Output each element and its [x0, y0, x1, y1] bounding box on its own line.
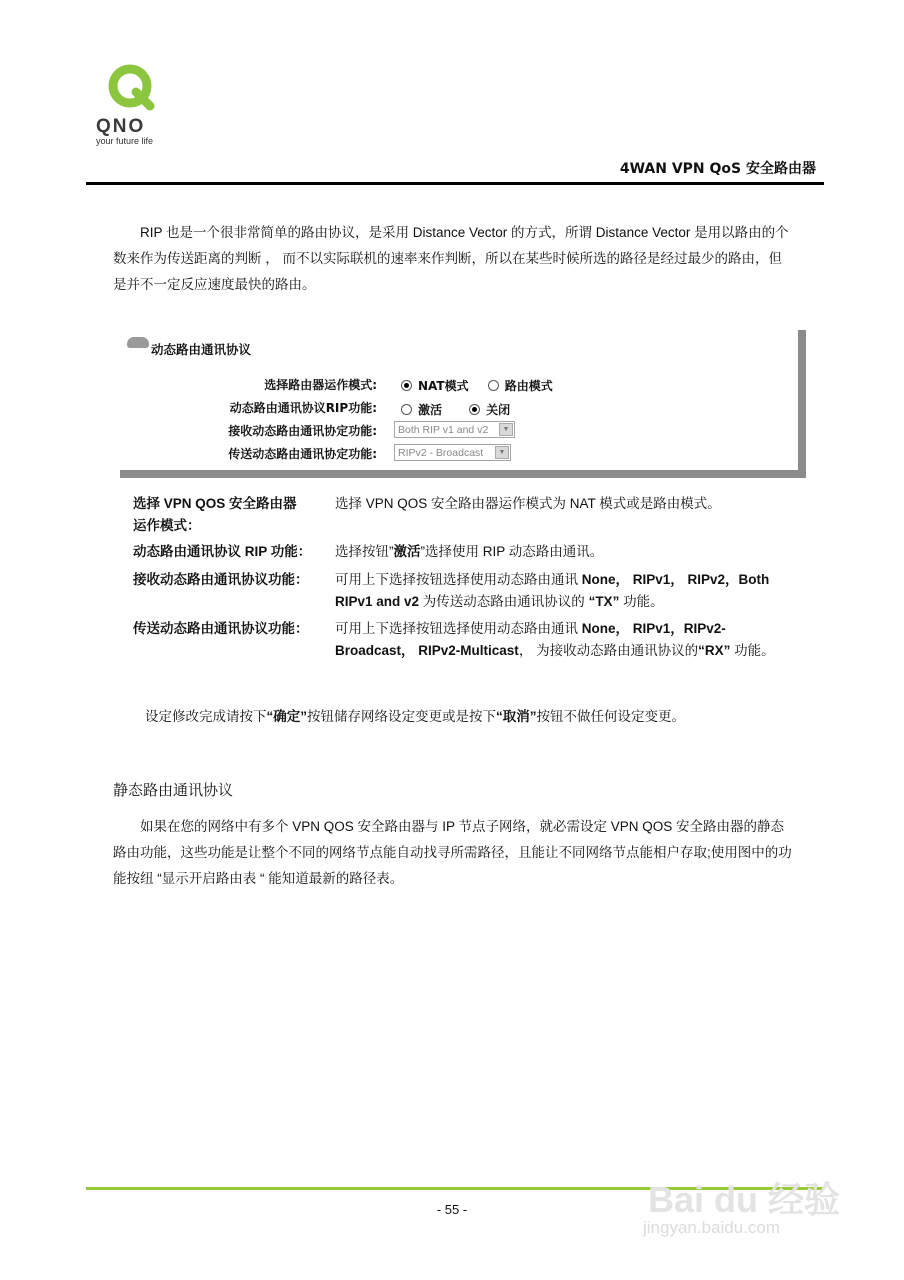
- send-protocol-label: 传送动态路由通讯协定功能:: [228, 447, 377, 461]
- send-protocol-value: RIPv2 - Broadcast: [398, 447, 484, 459]
- router-mode-option-label: 路由模式: [504, 379, 553, 393]
- term-router-mode-line2: 运作模式：: [133, 518, 201, 533]
- rip-disable-radio[interactable]: [469, 404, 480, 415]
- rip-enable-radio[interactable]: [401, 404, 412, 415]
- router-mode-label: 选择路由器运作模式:: [264, 378, 377, 392]
- logo-wordmark: QNO: [96, 116, 146, 137]
- intro-paragraph: RIP 也是一个很非常简单的路由协议，是采用 Distance Vector 的方式，所谓 Distance Vector 是用以路由的个数来作为传送距离的判断 ， 而不以实际联机的速率来作判断，所以在某些时候所选的路径是经过最少的路由，但是并不一定反应速度最快的路由。: [113, 225, 789, 292]
- term-router-mode: [133, 493, 297, 537]
- product-title: 4WAN VPN QoS 安全路由器: [619, 161, 816, 177]
- rip-enable-label: 激活: [418, 403, 443, 417]
- nat-mode-radio[interactable]: [401, 380, 412, 391]
- rip-function-label: 动态路由通讯协议RIP功能:: [229, 401, 377, 415]
- rip-function-options: [401, 399, 510, 418]
- term-rip-function: 动态路由通讯协议 RIP 功能：: [133, 544, 312, 559]
- save-cancel-note: 设定修改完成请按下“确定”按钮储存网络设定变更或是按下“取消”按钮不做任何设定变更。: [145, 709, 685, 724]
- static-routing-paragraph: 如果在您的网络中有多个 VPN QOS 安全路由器与 IP 节点子网络，就必需设定 VPN QOS 安全路由器的静态路由功能，这些功能是让整个不同的网络节点能自动找寻所需路径，且能让不同网络节点能相户存取;使用图中的功能按纽 “显示开启路由表 “ 能知道最新的路径表。: [113, 819, 792, 886]
- panel-title: 动态路由通讯协议: [151, 342, 252, 357]
- rip-disable-label: 关闭: [486, 403, 511, 417]
- router-mode-options: [401, 375, 553, 394]
- header-divider: [86, 182, 824, 185]
- receive-protocol-label: 接收动态路由通讯协定功能:: [228, 424, 377, 438]
- term-router-mode-line1: 选择 VPN QOS 安全路由器: [133, 496, 297, 511]
- qno-logo: [96, 62, 174, 147]
- desc-rip-function: 选择按钮”激活”选择使用 RIP 动态路由通讯。: [335, 544, 604, 559]
- desc-receive-protocol: 可用上下选择按钮选择使用动态路由通讯 None， RIPv1， RIPv2，Both RIPv1 and v2 为传送动态路由通讯协议的 “TX” 功能。: [335, 572, 770, 609]
- receive-protocol-select[interactable]: [394, 421, 515, 438]
- term-receive-protocol: 接收动态路由通讯协议功能：: [133, 572, 309, 587]
- desc-router-mode: 选择 VPN QOS 安全路由器运作模式为 NAT 模式或是路由模式。: [335, 496, 721, 511]
- page-number: - 55 -: [436, 1202, 468, 1217]
- term-send-protocol: 传送动态路由通讯协议功能：: [133, 621, 309, 636]
- panel-title-marker: [127, 337, 149, 348]
- baidu-watermark: Bai du 经验: [648, 1179, 841, 1220]
- qno-q-mark: [106, 62, 156, 112]
- nat-mode-label: NAT模式: [418, 379, 469, 393]
- chevron-down-icon: ▼: [495, 446, 509, 459]
- logo-tagline: your future life: [96, 136, 154, 146]
- send-protocol-select[interactable]: [394, 444, 511, 461]
- router-mode-radio[interactable]: [488, 380, 499, 391]
- receive-protocol-value: Both RIP v1 and v2: [398, 424, 489, 436]
- desc-send-protocol: 可用上下选择按钮选择使用动态路由通讯 None， RIPv1，RIPv2-Broadcast， RIPv2-Multicast， 为接收动态路由通讯协议的“RX” 功能。: [335, 621, 775, 658]
- chevron-down-icon: ▼: [499, 423, 513, 436]
- section-title-static-routing: 静态路由通讯协议: [113, 782, 234, 799]
- baidu-watermark-url: jingyan.baidu.com: [643, 1218, 781, 1237]
